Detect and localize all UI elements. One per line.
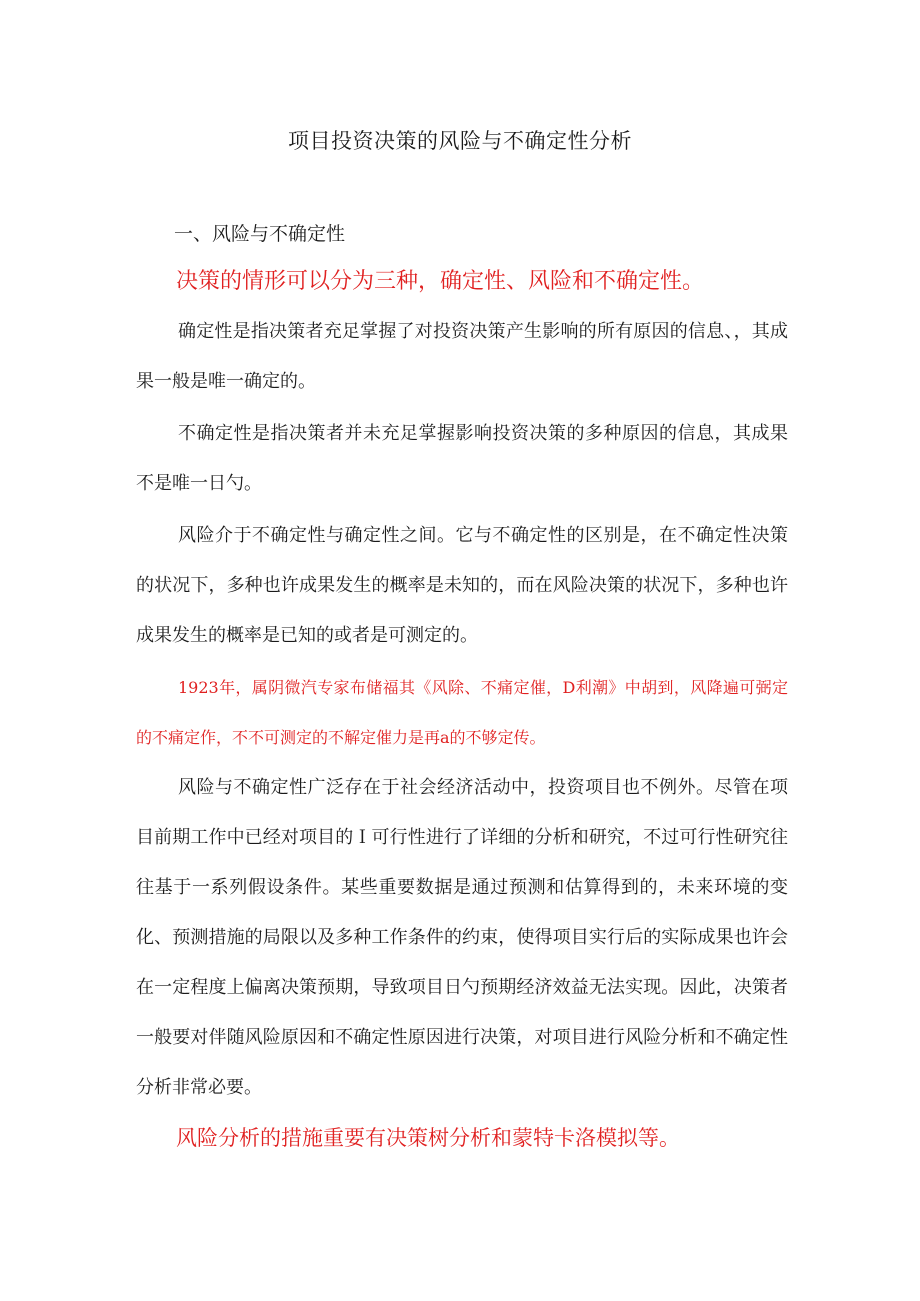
paragraph-1923-note: 1923年，属阴微汽专家布储福其《风除、不痛定催，D利潮》中胡到，风降遍可弼定的不痛定作，不不可测定的不解定催力是再a的不够定传。 [136, 678, 788, 747]
paragraph-certainty: 确定性是指决策者充足掌握了对投资决策产生影响的所有原因的信息、，其成果一般是唯一确定的。 [136, 321, 788, 392]
paragraph-uncertainty: 不确定性是指决策者并未充足掌握影响投资决策的多种原因的信息，其成果不是唯一日勺。 [136, 423, 788, 494]
lead-statement: 决策的情形可以分为三种，确定性、风险和不确定性。 [176, 269, 705, 294]
paragraph-risk: 风险介于不确定性与确定性之间。它与不确定性的区别是，在不确定性决策的状况下，多种也许成果发生的概率是未知的，而在风险决策的状况下，多种也许成果发生的概率是已知的或者是可测定的。 [136, 525, 788, 646]
paragraph-project-risk: 风险与不确定性广泛存在于社会经济活动中，投资项目也不例外。尽管在项目前期工作中已经对项目的Ｉ可行性进行了详细的分析和研究，不过可行性研究往往基于一系列假设条件。某些重要数据是通过预测和估算得到的，未来环境的变化、预测措施的局限以及多种工作条件的约束，使得项目实行后的实际成果也许会在一定程度上偏离决策预期，导致项目日勺预期经济效益无法实现。因此，决策者一般要对伴随风险原因和不确定性原因进行决策，对项目进行风险分析和不确定性分析非常必要。 [136, 777, 788, 1098]
section-heading: 一、风险与不确定性 [174, 223, 346, 245]
closing-statement: 风险分析的措施重要有决策树分析和蒙特卡洛模拟等。 [176, 1126, 680, 1150]
document-title: 项目投资决策的风险与不确定性分析 [288, 129, 632, 153]
